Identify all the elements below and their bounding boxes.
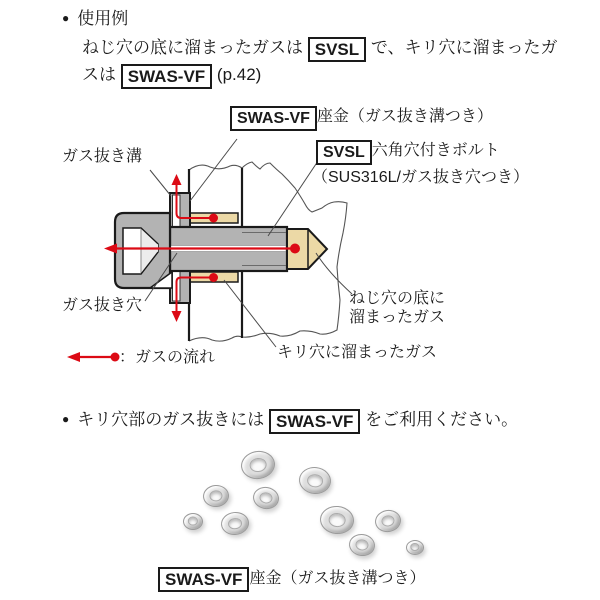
note-post: をご利用ください。 (365, 410, 519, 429)
washer-callout (230, 106, 493, 131)
tapped-hole-gas-line1: ねじ穴の底に (349, 290, 446, 307)
photo-caption (158, 567, 425, 592)
flow-legend-label: ：ガスの流れ (119, 349, 216, 366)
caption-product-box: SWAS-VF (158, 567, 249, 592)
washer-product-photo (150, 440, 450, 570)
bolt-head (115, 213, 172, 288)
washer-photo-item (202, 484, 230, 508)
note-line (62, 406, 518, 434)
legend-arrowhead-icon (67, 352, 80, 362)
bullet-icon: ● (62, 11, 70, 25)
usage-line2-post: (p.42) (216, 65, 262, 84)
tapped-hole-gas-label (349, 289, 445, 327)
product-code-box-swasvf: SWAS-VF (121, 64, 212, 89)
gas-dot-tapped-hole (290, 244, 300, 254)
left-arrowhead-icon (104, 244, 117, 254)
tapped-hole-gas-line2: 溜まったガス (349, 309, 446, 326)
washer-photo-item-hole (381, 514, 396, 527)
washer-photo-item (373, 508, 402, 534)
washer-photo-item (239, 449, 277, 481)
bullet-icon: ● (62, 412, 70, 426)
gas-vent-hole-label: ガス抜き穴 (62, 297, 143, 314)
gas-dot-top-gap (209, 214, 218, 223)
note-pre: キリ穴部のガス抜きには (77, 410, 265, 429)
washer-photo-item (183, 513, 203, 530)
up-arrowhead-icon (172, 174, 182, 185)
washer-photo-item (406, 540, 424, 555)
bolt-callout-text: 六角穴付きボルト (371, 142, 500, 159)
washer-photo-item-hole (249, 457, 267, 473)
bolt-assembly-diagram (60, 100, 540, 400)
usage-heading: 使用例 (77, 9, 129, 28)
washer-photo-item (348, 532, 377, 557)
washer-photo-item (220, 510, 250, 536)
gas-dot-bottom-gap (209, 273, 218, 282)
washer-photo-item-hole (355, 539, 369, 552)
washer-photo-item (251, 485, 280, 511)
washer-photo-item-hole (410, 543, 419, 551)
washer-photo-item (319, 505, 355, 536)
washer-photo-item-hole (209, 490, 223, 502)
usage-text-line-2 (82, 61, 261, 89)
product-code-box-svsl: SVSL (308, 37, 366, 62)
washer-photo-item-hole (306, 472, 323, 487)
note-product-box: SWAS-VF (269, 409, 360, 434)
usage-line1-post: で、キリ穴に溜まったガ (370, 38, 558, 57)
usage-line1-pre: ねじ穴の底に溜まったガスは (82, 38, 303, 57)
washer-photo-item-hole (259, 491, 274, 504)
bolt-callout-box: SVSL (316, 140, 372, 165)
washer-photo-item (298, 465, 333, 495)
bolt-callout (316, 140, 500, 165)
washer-callout-box: SWAS-VF (230, 106, 317, 131)
washer-photo-item-hole (227, 516, 242, 529)
washer-photo-item-hole (188, 517, 198, 526)
bolt-callout-sub: （SUS316L/ガス抜き穴つき） (312, 169, 529, 186)
drilled-hole-gas-label: キリ穴に溜まったガス (277, 344, 438, 361)
usage-line2-pre: スは (82, 65, 116, 84)
down-arrowhead-icon (172, 311, 182, 322)
washer-callout-text: 座金（ガス抜き溝つき） (316, 108, 493, 125)
usage-text-line-1 (82, 34, 558, 62)
usage-heading-line (62, 5, 128, 32)
caption-text: 座金（ガス抜き溝つき） (249, 570, 426, 587)
gas-vent-groove-label: ガス抜き溝 (62, 148, 143, 165)
washer-photo-item-hole (328, 512, 346, 527)
